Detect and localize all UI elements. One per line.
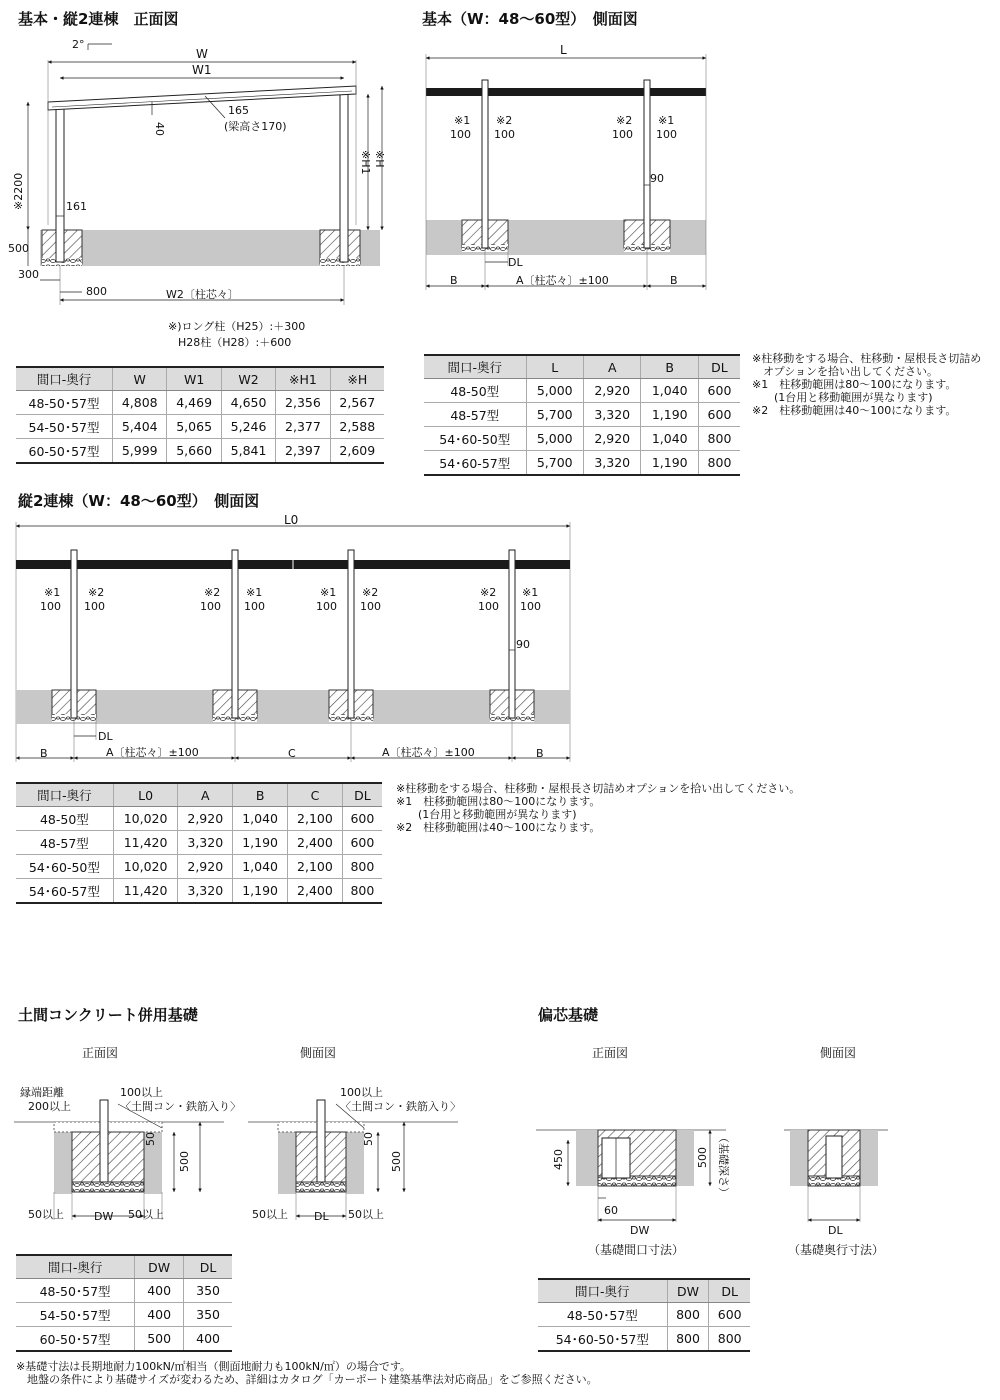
- table-header: ※H1: [276, 367, 330, 391]
- table-cell: 3,320: [583, 403, 640, 427]
- table-row: [16, 879, 382, 904]
- label-800: 800: [86, 285, 107, 298]
- concrete-foundation-table: [16, 1254, 232, 1352]
- table-cell: 60-50･57型: [16, 1327, 135, 1352]
- svg-text:450: 450: [552, 1149, 565, 1170]
- table-cell: 2,920: [583, 427, 640, 451]
- label-dl: DL: [98, 730, 113, 743]
- table-cell: 2,920: [178, 855, 233, 879]
- svg-text:50以上: 50以上: [128, 1208, 164, 1221]
- table-cell: 800: [709, 1327, 750, 1352]
- svg-text:※2: ※2: [88, 586, 105, 599]
- svg-text:※1: ※1: [44, 586, 61, 599]
- table-row: [424, 451, 740, 476]
- label-h: ※H: [373, 150, 386, 168]
- concrete-side-diagram: [244, 1080, 484, 1230]
- table-cell: 5,000: [526, 379, 583, 403]
- table-cell: 48-50型: [424, 379, 526, 403]
- table-row: [16, 1327, 232, 1352]
- svg-text:（基礎深さ）: （基礎深さ）: [717, 1132, 730, 1198]
- table-cell: 11,420: [113, 879, 178, 904]
- svg-text:DW: DW: [630, 1224, 650, 1237]
- tandem-view-diagram: [0, 512, 600, 772]
- svg-text:※2: ※2: [616, 114, 633, 127]
- eccentric-foundation-table: [538, 1278, 750, 1352]
- tandem-notes: [396, 782, 800, 834]
- post: [100, 1100, 108, 1182]
- table-cell: 5,700: [526, 403, 583, 427]
- table-cell: 800: [667, 1327, 709, 1352]
- table-cell: 54･60-50･57型: [538, 1327, 667, 1352]
- label-b-left: B: [40, 747, 48, 760]
- table-cell: 1,040: [233, 807, 288, 831]
- table-cell: 2,920: [583, 379, 640, 403]
- svg-text:500: 500: [178, 1151, 191, 1172]
- front-dimension-table: [16, 366, 384, 464]
- svg-text:200以上: 200以上: [28, 1100, 71, 1113]
- front-view-diagram: [0, 30, 400, 310]
- table-header: 間口-奥行: [16, 1255, 135, 1279]
- label-l0: L0: [284, 513, 299, 527]
- table-cell: 600: [709, 1303, 750, 1327]
- table-cell: 2,400: [288, 879, 343, 904]
- label-a-right: A〔柱芯々〕±100: [382, 746, 475, 759]
- table-header: DL: [698, 355, 740, 379]
- eccentric-front-diagram: [536, 1110, 736, 1260]
- svg-text:※1: ※1: [522, 586, 539, 599]
- label-a-left: A〔柱芯々〕±100: [106, 746, 199, 759]
- label-90: 90: [650, 172, 664, 185]
- table-cell: 5,404: [113, 415, 167, 439]
- svg-text:（基礎間口寸法）: （基礎間口寸法）: [588, 1243, 685, 1257]
- ground-band: [16, 690, 570, 724]
- label-c: C: [288, 747, 296, 760]
- table-cell: 5,841: [221, 439, 275, 464]
- table-cell: 400: [135, 1279, 184, 1303]
- table-cell: 2,400: [288, 831, 343, 855]
- note-line: ※2 柱移動範囲は40〜100になります。: [396, 821, 601, 834]
- table-cell: 5,660: [167, 439, 221, 464]
- table-header: DL: [342, 783, 382, 807]
- table-row: [16, 807, 382, 831]
- table-header: ※H: [330, 367, 384, 391]
- footer-notes: [16, 1360, 598, 1386]
- table-cell: 500: [135, 1327, 184, 1352]
- label-165: 165: [228, 104, 249, 117]
- note-line: (1台用と移動範囲が異なります): [752, 391, 933, 404]
- svg-text:100: 100: [40, 600, 61, 613]
- table-header: DW: [667, 1279, 709, 1303]
- concrete-front-diagram: [14, 1080, 254, 1230]
- table-cell: 2,920: [178, 807, 233, 831]
- table-cell: 48-50･57型: [16, 1279, 135, 1303]
- table-cell: 5,000: [526, 427, 583, 451]
- table-header: C: [288, 783, 343, 807]
- table-cell: 600: [698, 403, 740, 427]
- front-note-1: ※)ロング柱（H25）:＋300: [168, 320, 306, 333]
- table-cell: 48-50･57型: [16, 391, 113, 415]
- svg-text:100: 100: [360, 600, 381, 613]
- table-cell: 600: [698, 379, 740, 403]
- svg-text:50以上: 50以上: [252, 1208, 288, 1221]
- svg-text:60: 60: [604, 1204, 618, 1217]
- svg-text:※1: ※1: [658, 114, 675, 127]
- label-h2200: ※2200: [12, 172, 25, 210]
- label-beam-height: (梁高さ170): [224, 120, 287, 133]
- concrete-side-label: 側面図: [300, 1046, 337, 1060]
- table-header: B: [233, 783, 288, 807]
- table-header: 間口-奥行: [424, 355, 526, 379]
- table-cell: 2,377: [276, 415, 330, 439]
- table-cell: 48-57型: [16, 831, 113, 855]
- table-row: [16, 391, 384, 415]
- table-cell: 1,040: [641, 427, 698, 451]
- table-cell: 2,356: [276, 391, 330, 415]
- table-row: [538, 1327, 750, 1352]
- table-cell: 1,190: [641, 403, 698, 427]
- table-header: L: [526, 355, 583, 379]
- table-cell: 1,190: [233, 879, 288, 904]
- svg-text:50以上: 50以上: [348, 1208, 384, 1221]
- svg-text:※1: ※1: [246, 586, 263, 599]
- table-cell: 1,190: [233, 831, 288, 855]
- table-cell: 60-50･57型: [16, 439, 113, 464]
- front-view-title: 基本・縦2連棟 正面図: [18, 10, 179, 28]
- table-cell: 600: [342, 831, 382, 855]
- table-cell: 5,999: [113, 439, 167, 464]
- eccentric-front-label: 正面図: [592, 1046, 629, 1060]
- tandem-dimension-table: [16, 782, 382, 904]
- post-right: [340, 88, 348, 262]
- eccentric-side-diagram: [780, 1110, 900, 1260]
- table-cell: 800: [698, 451, 740, 476]
- table-cell: 4,650: [221, 391, 275, 415]
- table-cell: 11,420: [113, 831, 178, 855]
- svg-text:100: 100: [450, 128, 471, 141]
- label-b-left: B: [450, 274, 458, 287]
- table-cell: 5,700: [526, 451, 583, 476]
- table-header: DL: [709, 1279, 750, 1303]
- table-header: W2: [221, 367, 275, 391]
- label-h1: ※H1: [359, 150, 372, 175]
- note-line: オプションを拾い出してください。: [752, 365, 939, 378]
- post-right: [644, 80, 650, 248]
- note-line: ※柱移動をする場合、柱移動・屋根長さ切詰め: [752, 352, 982, 365]
- table-cell: 2,567: [330, 391, 384, 415]
- svg-text:500: 500: [696, 1147, 709, 1168]
- table-cell: 2,100: [288, 855, 343, 879]
- svg-text:100: 100: [200, 600, 221, 613]
- table-cell: 54･60-57型: [424, 451, 526, 476]
- table-cell: 10,020: [113, 807, 178, 831]
- table-cell: 3,320: [583, 451, 640, 476]
- eccentric-foundation-title: 偏芯基礎: [538, 1006, 599, 1024]
- table-header: DW: [135, 1255, 184, 1279]
- svg-text:100以上: 100以上: [120, 1086, 163, 1099]
- table-header: 間口-奥行: [16, 783, 113, 807]
- label-161: 161: [66, 200, 87, 213]
- note-line: ※柱移動をする場合、柱移動・屋根長さ切詰めオプションを拾い出してください。: [396, 782, 801, 795]
- table-cell: 1,190: [641, 451, 698, 476]
- table-cell: 54･60-50型: [16, 855, 113, 879]
- side-notes: [752, 352, 981, 417]
- table-row: [424, 379, 740, 403]
- label-w1: W1: [192, 63, 212, 77]
- table-cell: 350: [184, 1303, 232, 1327]
- svg-text:〈土間コン・鉄筋入り〉: 〈土間コン・鉄筋入り〉: [340, 1100, 461, 1113]
- side-view-diagram: [420, 30, 720, 300]
- table-row: [538, 1303, 750, 1327]
- table-cell: 800: [667, 1303, 709, 1327]
- roof-beam: [48, 86, 356, 110]
- table-cell: 600: [342, 807, 382, 831]
- post-left: [482, 80, 488, 248]
- post: [826, 1136, 842, 1178]
- note-line: ※1 柱移動範囲は80〜100になります。: [752, 378, 957, 391]
- svg-text:縁端距離: 縁端距離: [20, 1086, 64, 1099]
- label-angle: 2°: [72, 38, 85, 51]
- svg-text:50: 50: [144, 1132, 157, 1146]
- svg-text:※2: ※2: [480, 586, 497, 599]
- side-view-title: 基本（W：48〜60型） 側面図: [422, 10, 638, 28]
- svg-text:50以上: 50以上: [28, 1208, 64, 1221]
- post-2: [232, 550, 238, 718]
- post-1: [71, 550, 77, 718]
- table-row: [16, 1279, 232, 1303]
- table-cell: 800: [698, 427, 740, 451]
- note-line: ※1 柱移動範囲は80〜100になります。: [396, 795, 601, 808]
- table-header: A: [178, 783, 233, 807]
- footer-note-1: ※基礎寸法は長期地耐力100kN/㎡相当（側面地耐力も100kN/㎡）の場合です。: [16, 1360, 411, 1373]
- side-dimension-table: [424, 354, 740, 476]
- svg-text:100以上: 100以上: [340, 1086, 383, 1099]
- post: [317, 1100, 325, 1182]
- svg-text:※1: ※1: [320, 586, 337, 599]
- eccentric-side-label: 側面図: [820, 1046, 857, 1060]
- table-cell: 4,808: [113, 391, 167, 415]
- table-cell: 54･60-57型: [16, 879, 113, 904]
- table-cell: 2,609: [330, 439, 384, 464]
- svg-text:100: 100: [612, 128, 633, 141]
- svg-text:※2: ※2: [496, 114, 513, 127]
- svg-text:※1: ※1: [454, 114, 471, 127]
- label-a: A〔柱芯々〕±100: [516, 274, 609, 287]
- table-cell: 400: [135, 1303, 184, 1327]
- table-cell: 2,397: [276, 439, 330, 464]
- table-header: B: [641, 355, 698, 379]
- label-500: 500: [8, 242, 29, 255]
- table-cell: 350: [184, 1279, 232, 1303]
- table-header: A: [583, 355, 640, 379]
- table-row: [16, 855, 382, 879]
- table-cell: 5,065: [167, 415, 221, 439]
- table-row: [16, 1303, 232, 1327]
- table-cell: 3,320: [178, 879, 233, 904]
- svg-text:100: 100: [494, 128, 515, 141]
- svg-text:500: 500: [390, 1151, 403, 1172]
- table-cell: 4,469: [167, 391, 221, 415]
- svg-text:100: 100: [656, 128, 677, 141]
- table-cell: 48-57型: [424, 403, 526, 427]
- svg-text:DL: DL: [314, 1210, 329, 1223]
- table-cell: 48-50･57型: [538, 1303, 667, 1327]
- front-note-2: H28柱（H28）:＋600: [178, 336, 292, 349]
- post-3: [348, 550, 354, 718]
- table-cell: 2,100: [288, 807, 343, 831]
- svg-text:100: 100: [244, 600, 265, 613]
- svg-text:100: 100: [478, 600, 499, 613]
- svg-text:100: 100: [84, 600, 105, 613]
- svg-text:※2: ※2: [204, 586, 221, 599]
- svg-text:DW: DW: [94, 1210, 114, 1223]
- label-300: 300: [18, 268, 39, 281]
- table-cell: 1,040: [233, 855, 288, 879]
- table-cell: 800: [342, 879, 382, 904]
- table-header: DL: [184, 1255, 232, 1279]
- label-b-right: B: [536, 747, 544, 760]
- svg-text:※2: ※2: [362, 586, 379, 599]
- svg-text:50: 50: [362, 1132, 375, 1146]
- table-cell: 2,588: [330, 415, 384, 439]
- tandem-view-title: 縦2連棟（W：48〜60型） 側面図: [18, 492, 260, 510]
- table-header: W1: [167, 367, 221, 391]
- table-row: [16, 415, 384, 439]
- label-l: L: [560, 43, 567, 57]
- roof-profile: [426, 88, 706, 96]
- label-dl: DL: [508, 256, 523, 269]
- table-header: L0: [113, 783, 178, 807]
- table-header: 間口-奥行: [538, 1279, 667, 1303]
- svg-text:〈土間コン・鉄筋入り〉: 〈土間コン・鉄筋入り〉: [120, 1100, 241, 1113]
- label-b-right: B: [670, 274, 678, 287]
- concrete-front-label: 正面図: [82, 1046, 119, 1060]
- svg-text:DL: DL: [828, 1224, 843, 1237]
- svg-text:100: 100: [520, 600, 541, 613]
- table-row: [424, 427, 740, 451]
- table-header: 間口-奥行: [16, 367, 113, 391]
- table-cell: 400: [184, 1327, 232, 1352]
- note-line: ※2 柱移動範囲は40〜100になります。: [752, 404, 957, 417]
- table-cell: 10,020: [113, 855, 178, 879]
- table-row: [16, 439, 384, 464]
- table-row: [424, 403, 740, 427]
- label-w: W: [196, 47, 208, 61]
- table-cell: 3,320: [178, 831, 233, 855]
- label-40: 40: [153, 122, 166, 136]
- table-cell: 5,246: [221, 415, 275, 439]
- table-cell: 54-50･57型: [16, 1303, 135, 1327]
- concrete-foundation-title: 土間コンクリート併用基礎: [18, 1006, 198, 1024]
- table-row: [16, 831, 382, 855]
- svg-text:（基礎奥行寸法）: （基礎奥行寸法）: [788, 1243, 885, 1257]
- label-90: 90: [516, 638, 530, 651]
- post-left: [56, 102, 64, 262]
- table-cell: 800: [342, 855, 382, 879]
- table-header: W: [113, 367, 167, 391]
- post-4: [509, 550, 515, 718]
- label-w2: W2〔柱芯々〕: [166, 288, 239, 301]
- note-line: (1台用と移動範囲が異なります): [396, 808, 577, 821]
- table-cell: 48-50型: [16, 807, 113, 831]
- table-cell: 1,040: [641, 379, 698, 403]
- svg-text:100: 100: [316, 600, 337, 613]
- table-cell: 54-50･57型: [16, 415, 113, 439]
- footer-note-2: 地盤の条件により基礎サイズが変わるため、詳細はカタログ「カーポート建築基準法対応商品」をご参照ください。: [16, 1373, 598, 1386]
- table-cell: 54･60-50型: [424, 427, 526, 451]
